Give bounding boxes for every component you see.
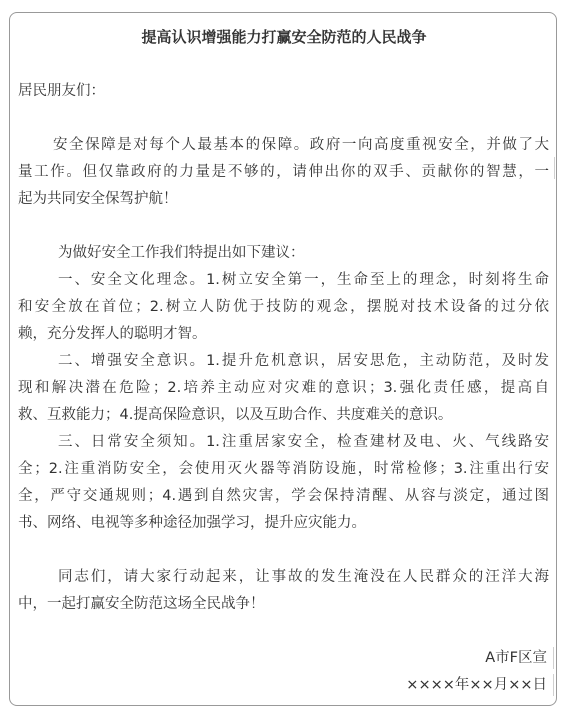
- document-date: ××××年××月××日: [406, 677, 547, 693]
- suggestion-3-line-1: 三、日常安全须知。1.注重居家安全，检查建材及电、火、气线路安: [58, 434, 549, 450]
- text-edge-mark: [553, 647, 554, 669]
- signature: A市F区宣: [485, 650, 547, 666]
- suggestion-3-line-4: 书、网络、电视等多种途径加强学习，提升应灾能力。: [18, 515, 366, 531]
- suggestion-1-line-1: 一、安全文化理念。1.树立安全第一，生命至上的理念，时刻将生命: [58, 272, 549, 288]
- paragraph-1-line-1: 安全保障是对每个人最基本的保障。政府一向高度重视安全，并做了大: [53, 137, 549, 153]
- document-title: 提高认识增强能力打赢安全防范的人民战争: [141, 28, 427, 46]
- suggestions-intro: 为做好安全工作我们特提出如下建议：: [58, 245, 305, 261]
- suggestion-2-line-3: 救、互救能力；4.提高保险意识，以及互助合作、共度难关的意识。: [18, 407, 453, 423]
- suggestion-1-line-3: 赖，充分发挥人的聪明才智。: [18, 326, 207, 342]
- suggestion-2-line-2: 现和解决潜在危险；2.培养主动应对灾难的意识；3.强化责任感，提高自: [18, 380, 549, 396]
- closing-line-1: 同志们，请大家行动起来，让事故的发生淹没在人民群众的汪洋大海: [58, 569, 549, 585]
- text-edge-mark: [553, 674, 554, 696]
- paragraph-1-line-3: 起为共同安全保驾护航！: [18, 191, 178, 207]
- text-edge-mark: [554, 157, 555, 179]
- suggestion-2-line-1: 二、增强安全意识。1.提升危机意识，居安思危，主动防范，及时发: [58, 353, 549, 369]
- salutation: 居民朋友们：: [18, 83, 105, 99]
- suggestion-1-line-2: 和安全放在首位；2.树立人防优于技防的观念，摆脱对技术设备的过分依: [18, 299, 549, 315]
- paragraph-1-line-2: 量工作。但仅靠政府的力量是不够的，请伸出你的双手、贡献你的智慧，一: [18, 164, 549, 180]
- suggestion-3-line-3: 全，严守交通规则；4.遇到自然灾害，学会保持清醒、从容与淡定，通过图: [18, 488, 549, 504]
- closing-line-2: 中，一起打赢安全防范这场全民战争！: [18, 596, 265, 612]
- suggestion-3-line-2: 全；2.注重消防安全，会使用灭火器等消防设施，时常检修；3.注重出行安: [18, 461, 549, 477]
